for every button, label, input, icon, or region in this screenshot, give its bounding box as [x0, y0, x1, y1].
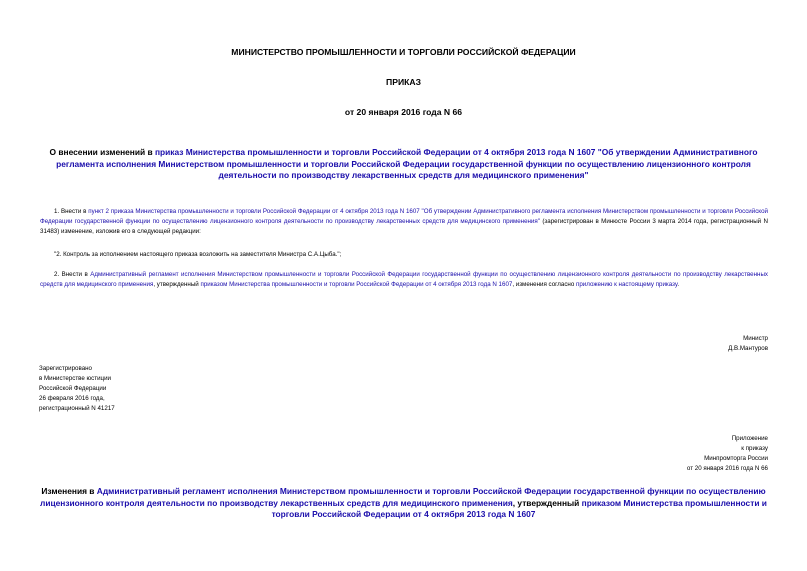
- date-number-heading: от 20 января 2016 года N 66: [344, 107, 463, 117]
- ministry-heading: МИНИСТЕРСТВО ПРОМЫШЛЕННОСТИ И ТОРГОВЛИ РОССИЙСКОЙ ФЕДЕРАЦИИ: [231, 47, 576, 57]
- registration-line: 26 февраля 2016 года,: [39, 395, 105, 402]
- changes-title-middle: , утвержденный: [512, 497, 582, 508]
- registration-line: в Министерстве юстиции: [39, 375, 112, 382]
- registration-line: Российской Федерации: [39, 385, 107, 392]
- changes-title-link-order[interactable]: приказом Министерства промышленности и торговли Российской Федерации от 4 октября 2013 года N 1607: [271, 497, 767, 520]
- paragraph-2-link-regulation[interactable]: Административный регламент исполнения Министерством промышленности и торговли Российской Федерации государственной функции по осуществлению лицензионного контроля деятельности по производству лекарственных средств для медицинского применения: [40, 271, 769, 289]
- appendix-line: Минпромторга России: [704, 455, 768, 462]
- paragraph-2-link-order[interactable]: приказом Министерства промышленности и торговли Российской Федерации от 4 октября 2013 года N 1607: [200, 281, 513, 289]
- paragraph-2-middle2: , изменения согласно: [512, 281, 577, 289]
- paragraph-quote: "2. Контроль за исполнением настоящего приказа возложить на заместителя Министра С.А.Цыба.";: [54, 251, 342, 258]
- changes-title: [40, 486, 767, 521]
- doc-type-heading: ПРИКАЗ: [386, 77, 421, 87]
- paragraph-1-link[interactable]: пункт 2 приказа Министерства промышленности и торговли Российской Федерации от 4 октября 2013 года N 1607 "Об утверждении Административного регламента исполнения Министерством промышленности и торговли Российской Федерации государственной функции по осуществлению лицензионного контроля деятельности по производству лекарственных средств для медицинского применения": [40, 208, 768, 226]
- paragraph-2-link-appendix[interactable]: приложению к настоящему приказу: [576, 281, 678, 289]
- paragraph-2-prefix: 2. Внести в: [54, 271, 91, 278]
- paragraph-2-middle: , утвержденный: [153, 281, 201, 289]
- registration-line: регистрационный N 41217: [39, 405, 115, 412]
- changes-title-prefix: Изменения в: [41, 486, 97, 496]
- appendix-line: к приказу: [741, 445, 768, 452]
- appendix-line: от 20 января 2016 года N 66: [686, 465, 768, 472]
- paragraph-2: [40, 270, 768, 290]
- paragraph-1: [40, 207, 768, 238]
- registration-line: Зарегистрировано: [39, 365, 92, 372]
- paragraph-2-suffix: .: [677, 281, 680, 289]
- registration-block: [39, 364, 239, 414]
- signature-position: Министр: [743, 335, 768, 342]
- appendix-line: Приложение: [731, 435, 768, 442]
- paragraph-1-prefix: 1. Внести в: [54, 208, 89, 215]
- appendix-block: [568, 434, 768, 474]
- changes-title-link-regulation[interactable]: Административный регламент исполнения Министерством промышленности и торговли Российской Федерации государственной функции по осуществлению лицензионного контроля деятельности по производству лекарственных средств для медицинского применения: [40, 486, 766, 508]
- order-title: [40, 147, 767, 182]
- signature-name: Д.В.Мантуров: [728, 345, 768, 352]
- signature-block: [568, 334, 768, 354]
- paragraph-1-suffix: (зарегистрирован в Минюсте России 3 марта 2014 года, регистрационный N 31483) изменение, изложив его в следующей редакции:: [40, 218, 768, 236]
- order-title-prefix: О внесении изменений в: [49, 147, 155, 157]
- order-title-link[interactable]: приказ Министерства промышленности и торговли Российской Федерации от 4 октября 2013 года N 1607 "Об утверждении Административного регламента исполнения Министерством промышленности и торговли Российской Федерации государственной функции по осуществлению лицензионного контроля деятельности по производству лекарственных средств для медицинского применения": [56, 147, 758, 181]
